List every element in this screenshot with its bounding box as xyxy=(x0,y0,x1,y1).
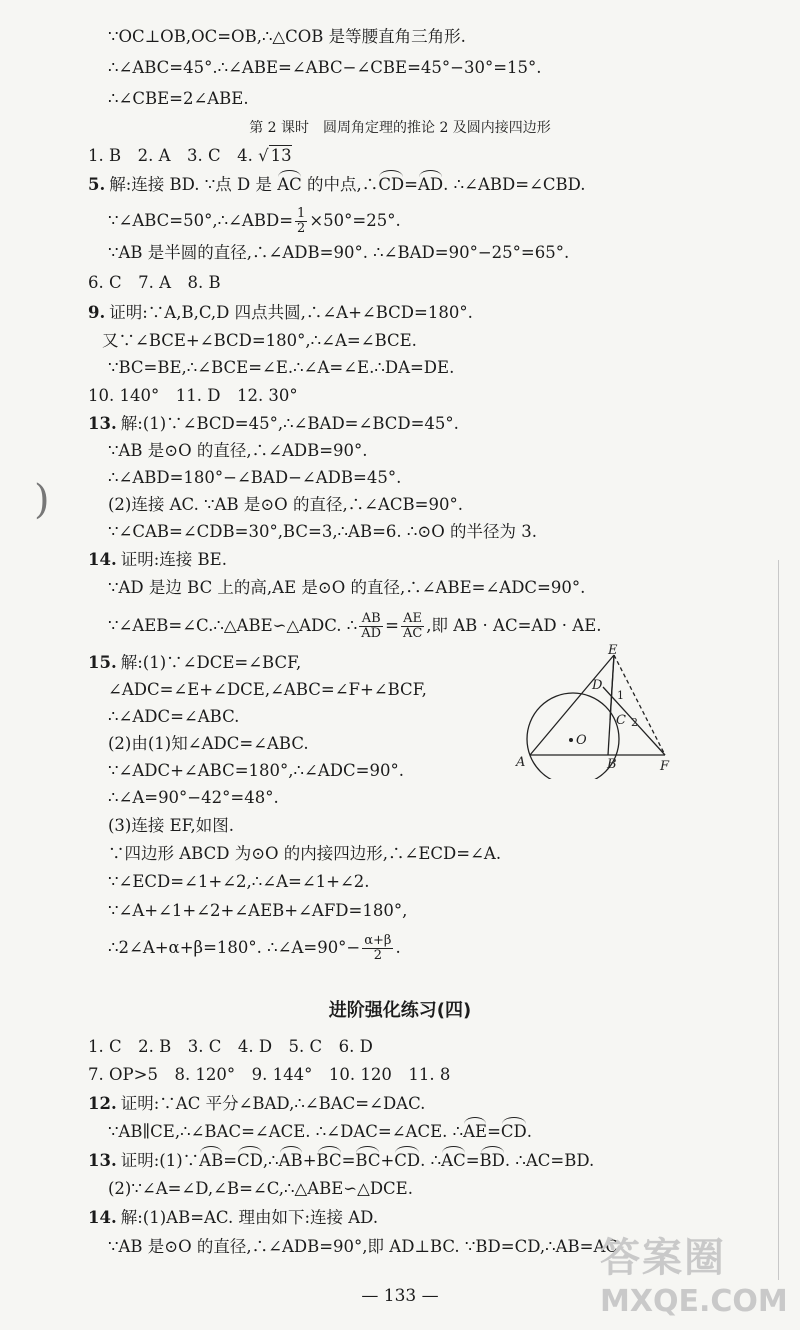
label-f: F xyxy=(660,759,670,774)
question-15: 15. 解:(1)∵∠DCE=∠BCF, xyxy=(88,653,302,672)
label-1: 1 xyxy=(617,689,624,702)
answer-line: 1. B 2. A 3. C 4. √ 13 xyxy=(88,146,292,165)
solution-line: ∵四边形 ABCD 为⊙O 的内接四边形,∴∠ECD=∠A. xyxy=(108,844,502,863)
solution-line: ∵∠ADC+∠ABC=180°,∴∠ADC=90°. xyxy=(108,761,404,780)
solution-line: ∵AB 是半圆的直径,∴∠ADB=90°. ∴∠BAD=90°−25°=65°. xyxy=(108,243,570,262)
center-point xyxy=(569,738,573,742)
question-5: 5. 解:连接 BD. ∵点 D 是 AC 的中点,∴CD=AD. ∴∠ABD=∠CBD. xyxy=(88,175,586,194)
solution-line: ∵∠ABC=50°,∴∠ABD= $\frac{1}{2}$ ×50°=25°. xyxy=(108,206,401,236)
question-13-b: 13. 证明:(1)∵AB=CD,∴AB+BC=BC+CD. ∴AC=BD. ∴AC=BD. xyxy=(88,1151,595,1170)
solution-line: ∵AD 是边 BC 上的高,AE 是⊙O 的直径,∴∠ABE=∠ADC=90°. xyxy=(108,578,586,597)
label-a: A xyxy=(516,755,526,770)
section-title: 第 2 课时 圆周角定理的推论 2 及圆内接四边形 xyxy=(249,120,551,136)
label-c: C xyxy=(616,713,626,728)
solution-line: ∵∠ECD=∠1+∠2,∴∠A=∠1+∠2. xyxy=(108,872,370,891)
solution-line: ∴∠ABC=45°.∴∠ABE=∠ABC−∠CBE=45°−30°=15°. xyxy=(108,58,542,77)
label-2: 2 xyxy=(631,716,638,729)
geometry-figure xyxy=(508,644,688,779)
solution-line: (2)由(1)知∠ADC=∠ABC. xyxy=(108,734,309,753)
solution-line: ∴2∠A+α+β=180°. ∴∠A=90°− $\frac{\alpha+\beta}{2}$ . xyxy=(108,933,401,963)
label-b: B xyxy=(607,757,617,772)
solution-line: ∠ADC=∠E+∠DCE,∠ABC=∠F+∠BCF, xyxy=(108,680,427,699)
solution-line: (3)连接 EF,如图. xyxy=(108,816,235,835)
solution-line: ∵∠A+∠1+∠2+∠AEB+∠AFD=180°, xyxy=(108,901,408,920)
watermark-logo: 答案圈 xyxy=(600,1235,726,1281)
question-12: 12. 证明:∵AC 平分∠BAD,∴∠BAC=∠DAC. xyxy=(88,1094,426,1113)
solution-line: ∵BC=BE,∴∠BCE=∠E.∴∠A=∠E.∴DA=DE. xyxy=(108,358,455,377)
label-o: O xyxy=(576,733,587,748)
label-d: D xyxy=(592,678,603,693)
solution-line: ∵AB∥CE,∴∠BAC=∠ACE. ∴∠DAC=∠ACE. ∴AE=CD. xyxy=(108,1122,533,1141)
circle-o xyxy=(527,693,619,779)
solution-line: ∵∠AEB=∠C.∴△ABE∽△ADC. ∴ $\frac{AB}{AD}$ = $\frac{AE}{AC}$ ,即 AB · AC=AD · AE. xyxy=(108,611,602,641)
section-title: 进阶强化练习(四) xyxy=(328,1000,472,1021)
answer-line: 6. C 7. A 8. B xyxy=(88,273,221,292)
solution-line: ∴∠ABD=180°−∠BAD−∠ADB=45°. xyxy=(108,468,402,487)
segment-ec xyxy=(610,655,614,720)
solution-line: 又∵∠BCE+∠BCD=180°,∴∠A=∠BCE. xyxy=(102,331,417,350)
question-13: 13. 解:(1)∵∠BCD=45°,∴∠BAD=∠BCD=45°. xyxy=(88,414,459,433)
question-9: 9. 证明:∵A,B,C,D 四点共圆,∴∠A+∠BCD=180°. xyxy=(88,303,473,322)
solution-line: ∴∠A=90°−42°=48°. xyxy=(108,788,279,807)
solution-line: ∴∠ADC=∠ABC. xyxy=(108,707,240,726)
right-margin-rule xyxy=(778,560,779,1280)
segment-ef xyxy=(614,655,665,755)
solution-line: ∵OC⊥OB,OC=OB,∴△COB 是等腰直角三角形. xyxy=(108,27,466,46)
answer-line: 1. C 2. B 3. C 4. D 5. C 6. D xyxy=(88,1037,373,1056)
solution-line: ∴∠CBE=2∠ABE. xyxy=(108,89,249,108)
question-14: 14. 证明:连接 BE. xyxy=(88,550,227,569)
solution-line: (2)连接 AC. ∵AB 是⊙O 的直径,∴∠ACB=90°. xyxy=(108,495,463,514)
watermark-url: MXQE.COM xyxy=(600,1284,788,1319)
page-number: — 133 — xyxy=(361,1286,439,1306)
answer-line: 10. 140° 11. D 12. 30° xyxy=(88,386,298,405)
solution-line: ∵∠CAB=∠CDB=30°,BC=3,∴AB=6. ∴⊙O 的半径为 3. xyxy=(108,522,537,541)
solution-line: ∵AB 是⊙O 的直径,∴∠ADB=90°. xyxy=(108,441,368,460)
solution-line: ∵AB 是⊙O 的直径,∴∠ADB=90°,即 AD⊥BC. ∵BD=CD,∴AB=AC xyxy=(108,1237,618,1256)
label-e: E xyxy=(608,644,618,658)
question-14-b: 14. 解:(1)AB=AC. 理由如下:连接 AD. xyxy=(88,1208,379,1227)
margin-bracket: ) xyxy=(34,477,50,523)
solution-line: (2)∵∠A=∠D,∠B=∠C,∴△ABE∽△DCE. xyxy=(108,1179,413,1198)
answer-line: 7. OP>5 8. 120° 9. 144° 10. 120 11. 8 xyxy=(88,1065,451,1084)
